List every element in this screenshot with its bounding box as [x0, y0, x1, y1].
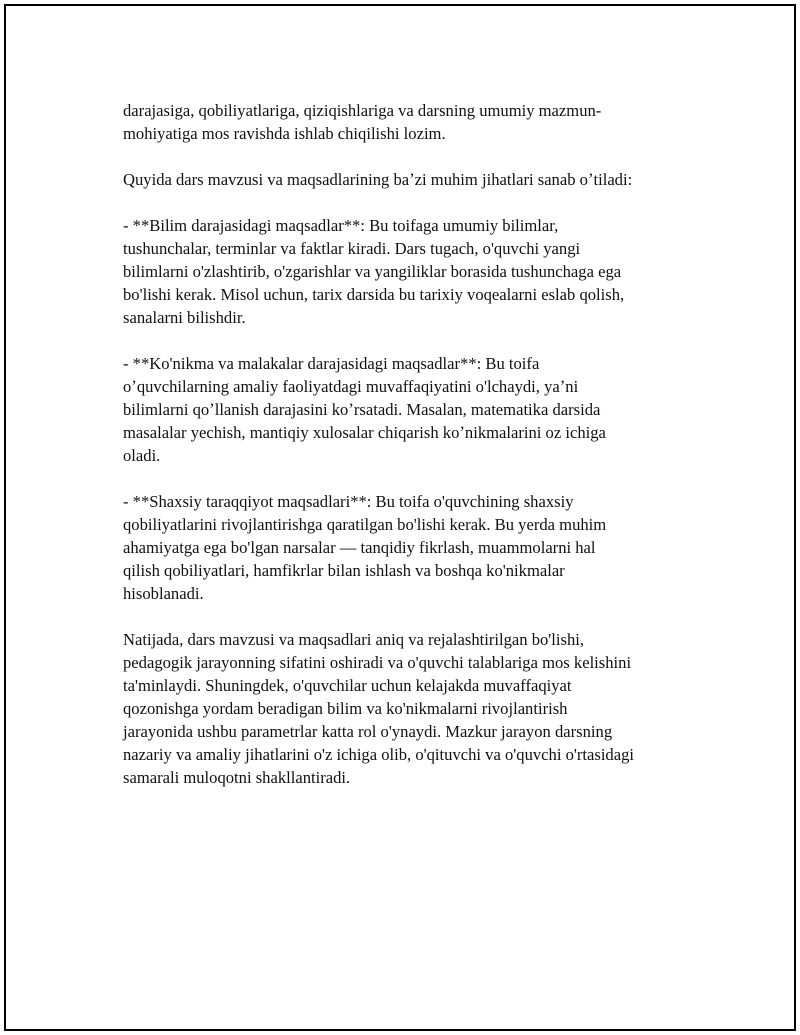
document-body — [123, 99, 703, 812]
text-line: sanalarni bilishdir. — [123, 308, 246, 327]
text-line: qilish qobiliyatlari, hamfikrlar bilan ishlash va boshqa ko'nikmalar — [123, 561, 565, 580]
text-line: ta'minlaydi. Shuningdek, o'quvchilar uchun kelajakda muvaffaqiyat — [123, 676, 572, 695]
text-line: Quyida dars mavzusi va maqsadlarining baʼzi muhim jihatlari sanab oʼtiladi: — [123, 170, 633, 189]
text-line: - **Ko'nikma va malakalar darajasidagi maqsadlar**: Bu toifa — [123, 354, 540, 373]
paragraph-conclusion — [123, 628, 703, 789]
text-line: bilimlarni qoʼllanish darajasini koʼrsatadi. Masalan, matematika darsida — [123, 400, 601, 419]
text-line: pedagogik jarayonning sifatini oshiradi va o'quvchi talablariga mos kelishini — [123, 653, 632, 672]
text-line: - **Shaxsiy taraqqiyot maqsadlari**: Bu toifa o'quvchining shaxsiy — [123, 492, 574, 511]
text-line: nazariy va amaliy jihatlarini o'z ichiga olib, o'qituvchi va o'quvchi o'rtasidagi — [123, 745, 635, 764]
text-line: masalalar yechish, mantiqiy xulosalar chiqarish koʼnikmalarini oz ichiga — [123, 423, 606, 442]
text-line: oʼquvchilarning amaliy faoliyatdagi muvaffaqiyatini o'lchaydi, yaʼni — [123, 377, 579, 396]
list-item-skill-goals — [123, 352, 703, 467]
page-frame — [4, 4, 796, 1031]
paragraph-intro — [123, 99, 703, 145]
list-item-personal-growth-goals — [123, 490, 703, 605]
text-line: - **Bilim darajasidagi maqsadlar**: Bu toifaga umumiy bilimlar, — [123, 216, 559, 235]
text-line: bilimlarni o'zlashtirib, o'zgarishlar va yangiliklar borasida tushunchaga ega — [123, 262, 622, 281]
text-line: bo'lishi kerak. Misol uchun, tarix darsida bu tarixiy voqealarni eslab qolish, — [123, 285, 625, 304]
text-line: mohiyatiga mos ravishda ishlab chiqilishi lozim. — [123, 124, 446, 143]
text-line: samarali muloqotni shakllantiradi. — [123, 768, 351, 787]
paragraph-list-intro — [123, 168, 703, 191]
text-line: darajasiga, qobiliyatlariga, qiziqishlariga va darsning umumiy mazmun- — [123, 101, 602, 120]
text-line: qozonishga yordam beradigan bilim va ko'nikmalarni rivojlantirish — [123, 699, 568, 718]
text-line: hisoblanadi. — [123, 584, 204, 603]
text-line: Natijada, dars mavzusi va maqsadlari aniq va rejalashtirilgan bo'lishi, — [123, 630, 585, 649]
text-line: qobiliyatlarini rivojlantirishga qaratilgan bo'lishi kerak. Bu yerda muhim — [123, 515, 607, 534]
list-item-knowledge-goals — [123, 214, 703, 329]
text-line: tushunchalar, terminlar va faktlar kiradi. Dars tugach, o'quvchi yangi — [123, 239, 581, 258]
text-line: ahamiyatga ega bo'lgan narsalar — tanqidiy fikrlash, muammolarni hal — [123, 538, 596, 557]
text-line: oladi. — [123, 446, 161, 465]
text-line: jarayonida ushbu parametrlar katta rol o'ynaydi. Mazkur jarayon darsning — [123, 722, 613, 741]
